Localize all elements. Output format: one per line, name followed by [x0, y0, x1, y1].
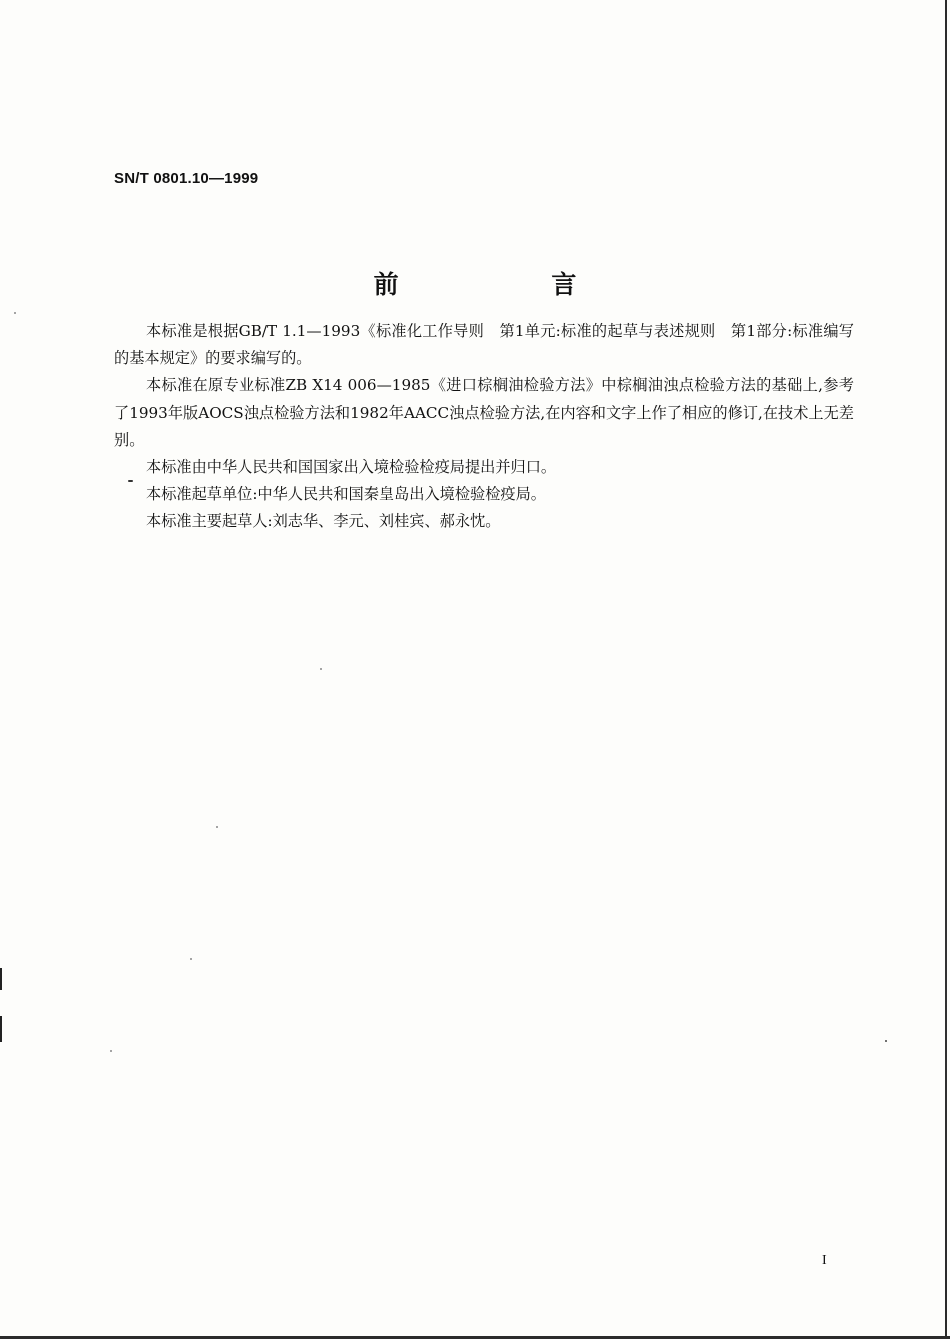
scan-edge-right	[945, 0, 947, 1339]
paragraph: 本标准在原专业标准ZB X14 006—1985《进口棕榈油检验方法》中棕榈油浊点检验方法的基础上,参考了1993年版AOCS浊点检验方法和1982年AACC浊点检验方法,在内容和文字上作了相应的修订,在技术上无差别。	[114, 376, 854, 449]
page-title: 前 言	[373, 270, 649, 299]
page-number: I	[822, 1253, 827, 1268]
scan-speck	[320, 668, 322, 670]
paragraph: 本标准起草单位:中华人民共和国秦皇岛出入境检验检疫局。	[146, 485, 546, 504]
scan-speck	[110, 1050, 112, 1052]
scan-speck	[216, 826, 218, 828]
scan-edge-mark	[0, 1016, 2, 1042]
scan-speck	[885, 1040, 887, 1042]
standard-number: SN/T 0801.10—1999	[114, 170, 259, 187]
scan-speck	[14, 312, 16, 314]
scan-edge-mark	[0, 968, 2, 990]
scan-speck	[190, 958, 192, 960]
paragraph: 本标准是根据GB/T 1.1—1993《标准化工作导则 第1单元:标准的起草与表述规则 第1部分:标准编写的基本规定》的要求编写的。	[114, 322, 854, 368]
paragraph: 本标准由中华人民共和国国家出入境检验检疫局提出并归口。	[146, 458, 557, 477]
paragraph: 本标准主要起草人:刘志华、李元、刘桂宾、郝永忱。	[146, 512, 501, 531]
foreword-body	[114, 318, 854, 536]
